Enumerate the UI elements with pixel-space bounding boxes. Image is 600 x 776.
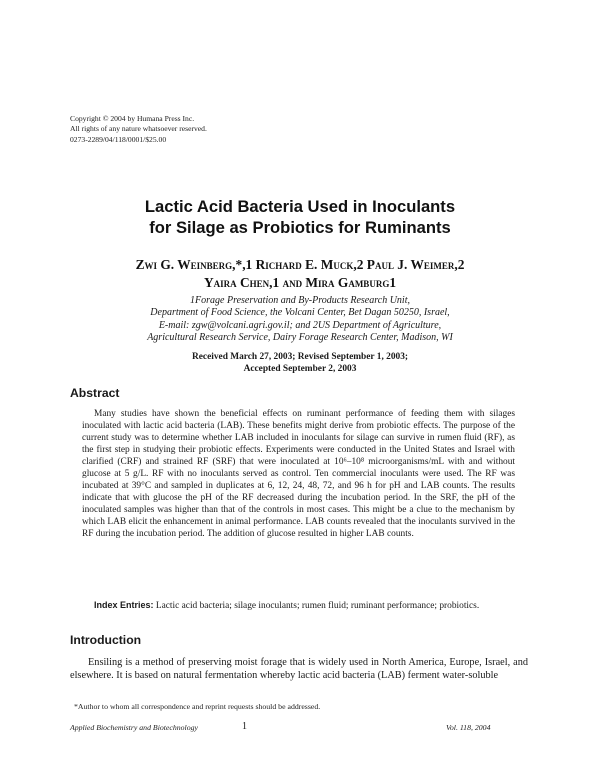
- affiliation-line-2: Department of Food Science, the Volcani Center, Bet Dagan 50250, Israel,: [150, 307, 450, 319]
- index-entries-label: Index Entries:: [94, 600, 154, 610]
- copyright-block: [70, 114, 207, 145]
- rights-line: All rights of any nature whatsoever reserved.: [70, 124, 207, 134]
- affiliation-line-1: 1Forage Preservation and By-Products Research Unit,: [190, 295, 410, 306]
- volume-info: Vol. 118, 2004: [446, 723, 491, 732]
- page-number: 1: [242, 721, 247, 732]
- journal-name: Applied Biochemistry and Biotechnology: [70, 723, 198, 732]
- correspondence-footnote: *Author to whom all correspondence and reprint requests should be addressed.: [74, 702, 321, 711]
- dates-line-2: Accepted September 2, 2003: [243, 364, 357, 374]
- affiliation-line-3: E-mail: zgw@volcani.agri.gov.il; and 2US Department of Agriculture,: [158, 319, 442, 331]
- submission-dates: [0, 351, 600, 375]
- title-line-1: Lactic Acid Bacteria Used in Inoculants: [144, 197, 456, 216]
- affiliation-line-4: Agricultural Research Service, Dairy Forage Research Center, Madison, WI: [147, 331, 453, 343]
- introduction-heading: Introduction: [70, 633, 142, 647]
- index-entries: [82, 599, 515, 612]
- title-line-2: for Silage as Probiotics for Ruminants: [149, 218, 451, 237]
- paper-title: [0, 196, 600, 238]
- author-list: [0, 256, 600, 292]
- abstract-heading: Abstract: [70, 386, 120, 400]
- abstract-text: Many studies have shown the beneficial effects on ruminant performance of feeding them with silages inoculated with lactic acid bacteria (LAB). These benefits might derive from probiotic effects. The purpose of the current study was to determine whether LAB included in inoculants for silage can survive in rumen fluid (RF), as the first step in studying their probiotic effects. Experiments were conducted in the United States and Israel with clarified (CRF) and strained RF (SRF) that were inoculated at 10⁶–10⁸ microorganisms/mL with and without glucose at 5 g/L. RF with no inoculants served as control. Ten commercial inoculants were used. The RF was incubated at 39°C and sampled in duplicates at 6, 12, 24, 48, 72, and 96 h for pH and LAB counts. The results indicate that with glucose the pH of the RF decreased during the incubation period. In the SRF, the pH of the inoculated samples was higher than that of the controls in most cases. This might be a clue to the mechanism by which LAB elicit the enhancement in animal performance. LAB counts revealed that the inoculants survived in the RF during the incubation period. The addition of glucose resulted in higher LAB counts.: [82, 409, 515, 540]
- introduction-text: Ensiling is a method of preserving moist forage that is widely used in North America, Europe, Israel, and elsewhere. It is based on natural fermentation whereby lactic acid bacteria (LAB) ferment water-soluble: [70, 657, 528, 682]
- copyright-line: Copyright © 2004 by Humana Press Inc.: [70, 114, 195, 123]
- authors-line-1: Zwi G. Weinberg,*,1 Richard E. Muck,2 Paul J. Weimer,2: [135, 257, 465, 272]
- index-entries-text: Lactic acid bacteria; silage inoculants; rumen fluid; ruminant performance; probiotics.: [155, 601, 480, 611]
- issn-line: 0273-2289/04/118/0001/$25.00: [70, 134, 167, 144]
- dates-line-1: Received March 27, 2003; Revised September 1, 2003;: [191, 352, 409, 362]
- authors-line-2: Yaira Chen,1 and Mira Gamburg1: [203, 275, 397, 290]
- affiliations: [0, 295, 600, 344]
